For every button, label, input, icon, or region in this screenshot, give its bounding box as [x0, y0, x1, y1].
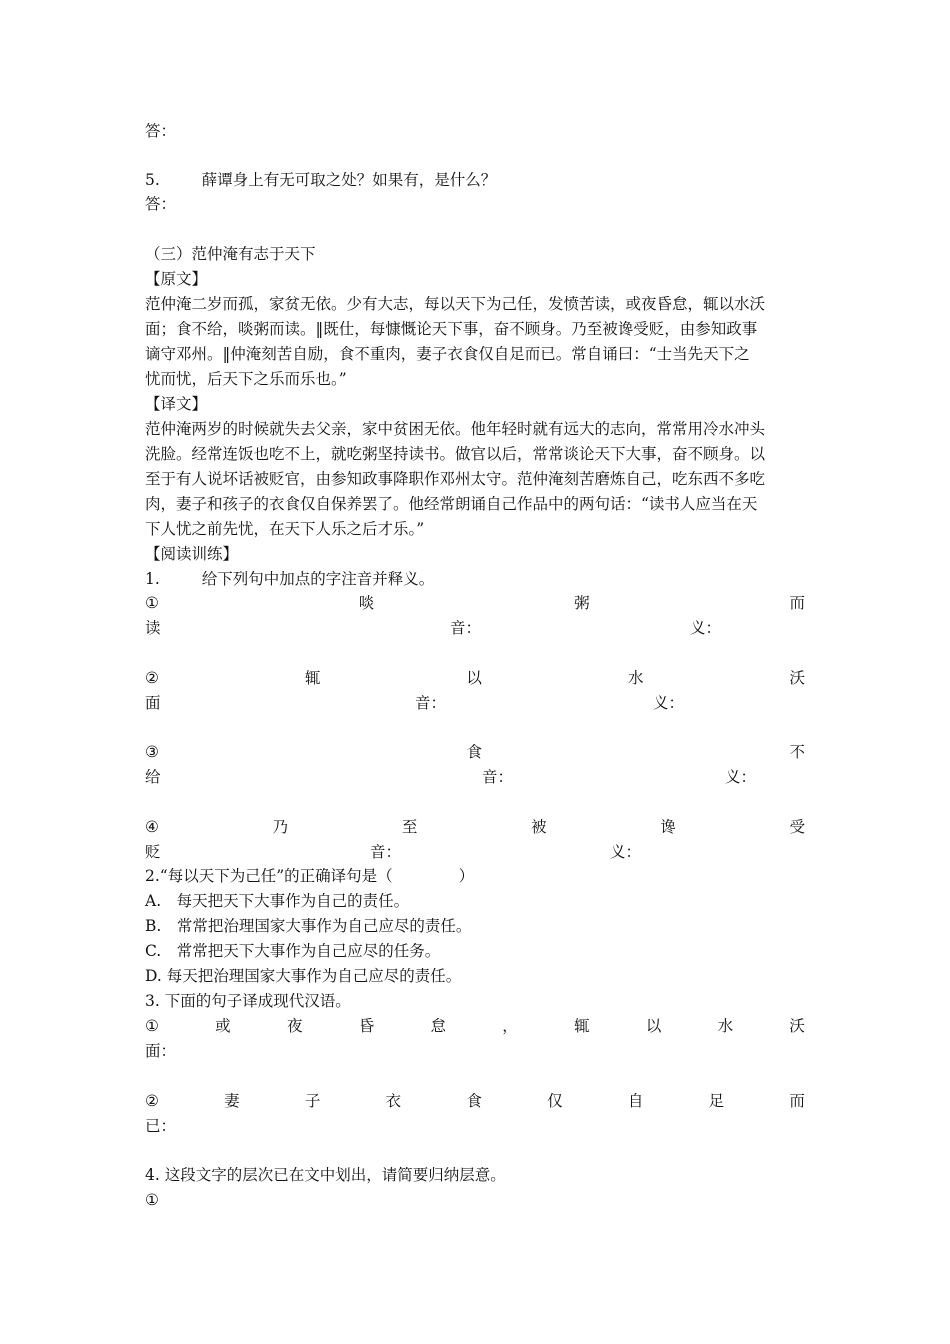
char: ① — [145, 1017, 159, 1035]
training-heading: 【阅读训练】 — [145, 545, 239, 563]
q1-item-2-line — [145, 668, 805, 688]
char: ② — [145, 1092, 159, 1110]
question-3: 3. 下面的句子译成现代汉语。 — [145, 992, 351, 1010]
char: 衣 — [385, 1092, 402, 1110]
option-a: A. 每天把天下大事作为自己的责任。 — [145, 892, 410, 910]
char: 食 — [466, 743, 482, 761]
sound-label: 音： — [450, 619, 482, 637]
translation-text-line: 下人忧之前先忧，在天下人乐之后才乐。” — [145, 520, 425, 538]
char: 辄 — [574, 1017, 590, 1035]
question-number: 5. — [145, 171, 160, 189]
char: 而 — [789, 594, 805, 612]
sound-label: 音： — [370, 843, 402, 861]
char: 面 — [145, 694, 161, 712]
question-text: 薛谭身上有无可取之处？如果有，是什么？ — [201, 171, 497, 189]
char: ② — [145, 669, 159, 687]
question-number: 1. — [145, 570, 160, 588]
section-title: （三）范仲淹有志于天下 — [145, 245, 316, 263]
char: 沃 — [789, 1017, 805, 1035]
char: 以 — [466, 669, 482, 687]
option-b: B. 常常把治理国家大事作为自己应尽的责任。 — [145, 917, 472, 935]
char: 沃 — [789, 669, 805, 687]
sound-label: 音： — [482, 768, 514, 786]
char: ③ — [145, 743, 159, 761]
char: 粥 — [574, 594, 590, 612]
question-1 — [145, 569, 805, 589]
char: 不 — [789, 743, 805, 761]
original-text-line: 范仲淹二岁而孤，家贫无依。少有大志，每以天下为己任，发愤苦读，或夜昏怠，辄以水沃 — [145, 295, 766, 313]
original-text-line: 面；食不给，啖粥而读。‖既仕，每慷慨论天下事，奋不顾身。乃至被谗受贬，由参知政事 — [145, 320, 758, 338]
q3-answer-line: 已： — [145, 1117, 177, 1135]
q1-item-3-line — [145, 742, 805, 762]
question-5 — [145, 170, 805, 190]
original-text-line: 谪守邓州。‖仲淹刻苦自励，食不重肉，妻子衣食仅自足而已。常自诵曰：“士当先天下之 — [145, 345, 750, 363]
char: 乃 — [272, 818, 289, 836]
option-d: D. 每天把治理国家大事作为自己应尽的责任。 — [145, 967, 462, 985]
translation-text-line: 洗脸。经常连饭也吃不上，就吃粥坚持读书。做官以后，常常谈论天下大事，奋不顾身。以 — [145, 445, 766, 463]
char: 自 — [627, 1092, 644, 1110]
meaning-label: 义： — [610, 843, 642, 861]
question-text-end: ） — [458, 867, 475, 885]
char: 啖 — [358, 594, 375, 612]
char: 水 — [627, 669, 644, 687]
char: 夜 — [286, 1017, 303, 1035]
option-c: C. 常常把天下大事作为自己应尽的任务。 — [145, 942, 441, 960]
char: 被 — [531, 818, 547, 836]
meaning-label: 义： — [690, 619, 722, 637]
question-4: 4. 这段文字的层次已在文中划出，请简要归纳层意。 — [145, 1166, 506, 1184]
char: 或 — [215, 1017, 231, 1035]
char: 怠 — [430, 1017, 447, 1035]
char: 受 — [789, 818, 805, 836]
meaning-label: 义： — [653, 694, 685, 712]
char: 以 — [645, 1017, 662, 1035]
translation-text-line: 肉，妻子和孩子的衣食仅自保养罢了。他经常朗诵自己作品中的两句话：“读书人应当在天 — [145, 495, 758, 513]
translation-text-line: 至于有人说坏话被贬官，由参知政事降职作邓州太守。范仲淹刻苦磨炼自己，吃东西不多吃 — [145, 470, 766, 488]
question-2 — [145, 866, 805, 886]
char: ① — [145, 594, 159, 612]
char: 给 — [145, 768, 161, 786]
char: 足 — [708, 1092, 725, 1110]
q1-item-1-line — [145, 593, 805, 613]
original-text-line: 忧而忧，后天下之乐而乐也。” — [145, 370, 347, 388]
char: 谗 — [660, 818, 676, 836]
char: 水 — [717, 1017, 734, 1035]
original-heading: 【原文】 — [145, 270, 208, 288]
q3-sentence-1-line — [145, 1016, 805, 1036]
char: 昏 — [358, 1017, 375, 1035]
char: ④ — [145, 818, 159, 836]
q1-item-4-line — [145, 817, 805, 837]
sound-label: 音： — [415, 694, 447, 712]
char: 至 — [401, 818, 418, 836]
char: 贬 — [145, 843, 161, 861]
meaning-label: 义： — [725, 768, 757, 786]
char: 食 — [466, 1092, 482, 1110]
char: 辄 — [304, 669, 321, 687]
char: ， — [502, 1017, 518, 1035]
char: 读 — [145, 619, 161, 637]
char: 而 — [789, 1092, 805, 1110]
char: 子 — [304, 1092, 321, 1110]
question-text: 2.“每以天下为己任”的正确译句是（ — [145, 867, 393, 885]
answer-line: 答： — [145, 195, 177, 213]
q4-item-1: ① — [145, 1191, 159, 1209]
answer-line: 答： — [145, 122, 177, 140]
char: 仅 — [547, 1092, 563, 1110]
q3-answer-line: 面： — [145, 1042, 177, 1060]
question-text: 给下列句中加点的字注音并释义。 — [201, 570, 435, 588]
translation-heading: 【译文】 — [145, 395, 208, 413]
q3-sentence-2-line — [145, 1091, 805, 1111]
char: 妻 — [224, 1092, 240, 1110]
translation-text-line: 范仲淹两岁的时候就失去父亲，家中贫困无依。他年轻时就有远大的志向，常常用冷水冲头 — [145, 420, 766, 438]
